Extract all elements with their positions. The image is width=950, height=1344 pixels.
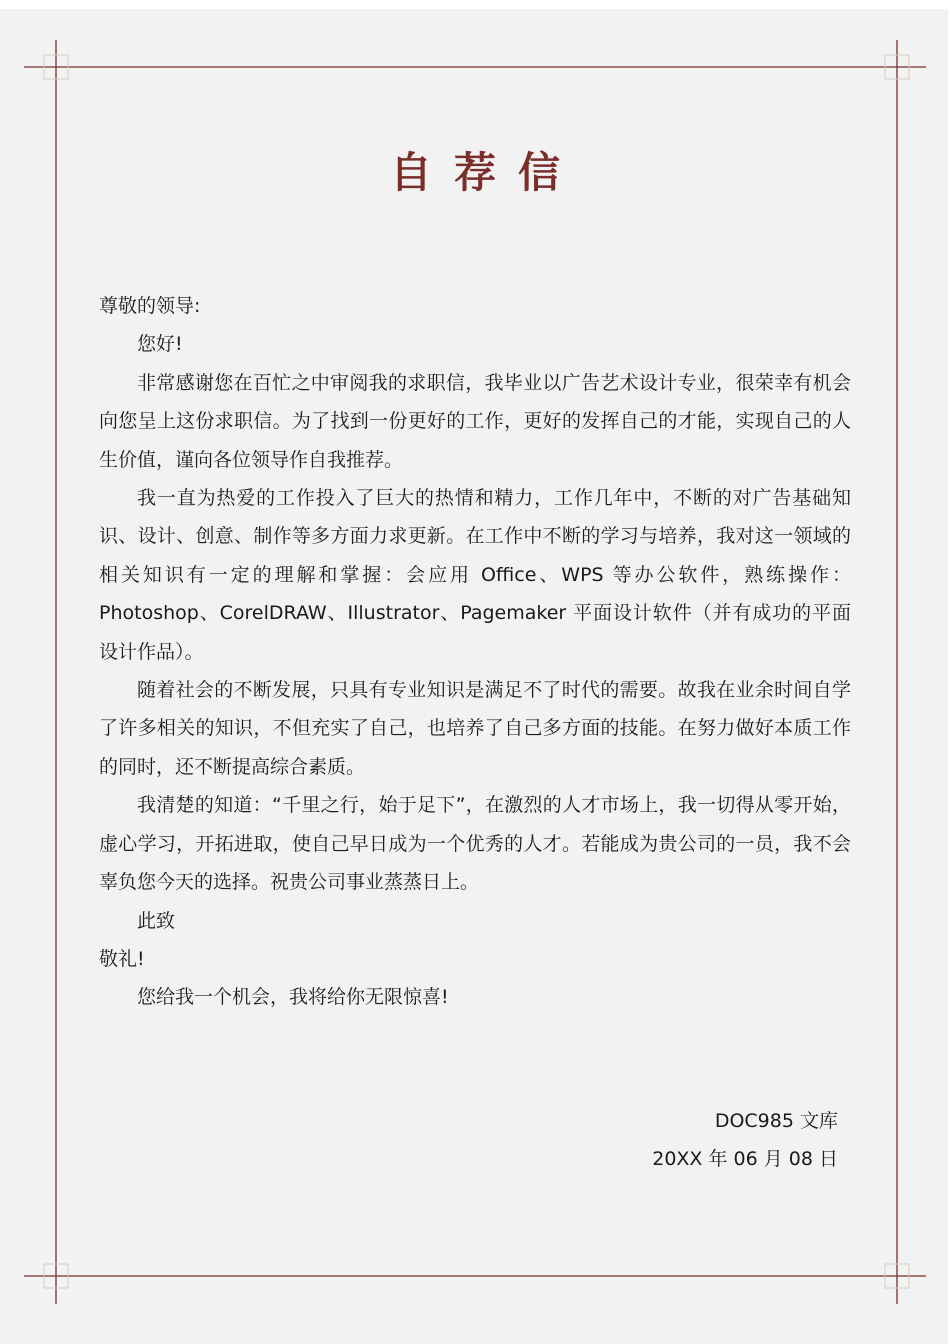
paragraph-4: 我清楚的知道：“千里之行，始于足下”，在激烈的人才市场上，我一切得从零开始，虚心学习，开拓进取，使自己早日成为一个优秀的人才。若能成为贵公司的一员，我不会辜负您今天的选择。祝贵公司事业蒸蒸日上。	[99, 794, 851, 894]
signature: DOC985 文库	[714, 1110, 838, 1132]
letter-title: 自荐信	[389, 148, 582, 197]
paragraph-1: 非常感谢您在百忙之中审阅我的求职信，我毕业以广告艺术设计专业，很荣幸有机会向您呈上这份求职信。为了找到一份更好的工作，更好的发挥自己的才能，实现自己的人生价值，谨向各位领导作自我推荐。	[99, 371, 851, 471]
date: 20XX 年 06 月 08 日	[652, 1148, 838, 1171]
closing-line-2: 敬礼!	[99, 947, 145, 970]
paragraph-3: 随着社会的不断发展，只具有专业知识是满足不了时代的需要。故我在业余时间自学了许多相关的知识，不但充实了自己，也培养了自己多方面的技能。在努力做好本质工作的同时，还不断提高综合素质。	[99, 679, 851, 778]
closing-line-1: 此致	[137, 909, 176, 932]
paragraph-2: 我一直为热爱的工作投入了巨大的热情和精力，工作几年中，不断的对广告基础知识、设计、创意、制作等多方面力求更新。在工作中不断的学习与培养，我对这一领域的相关知识有一定的理解和掌握：会应用 Office、WPS 等办公软件，熟练操作：Photoshop、CorelDRAW、Illustrator、Pagemaker 平面设计软件（并有成功的平面设计作品）。	[99, 487, 851, 663]
letter-body	[99, 287, 851, 1017]
salutation: 尊敬的领导:	[99, 295, 201, 317]
postscript: 您给我一个机会，我将给你无限惊喜!	[137, 986, 449, 1009]
greeting: 您好!	[137, 333, 183, 356]
signature-block	[652, 1102, 838, 1179]
